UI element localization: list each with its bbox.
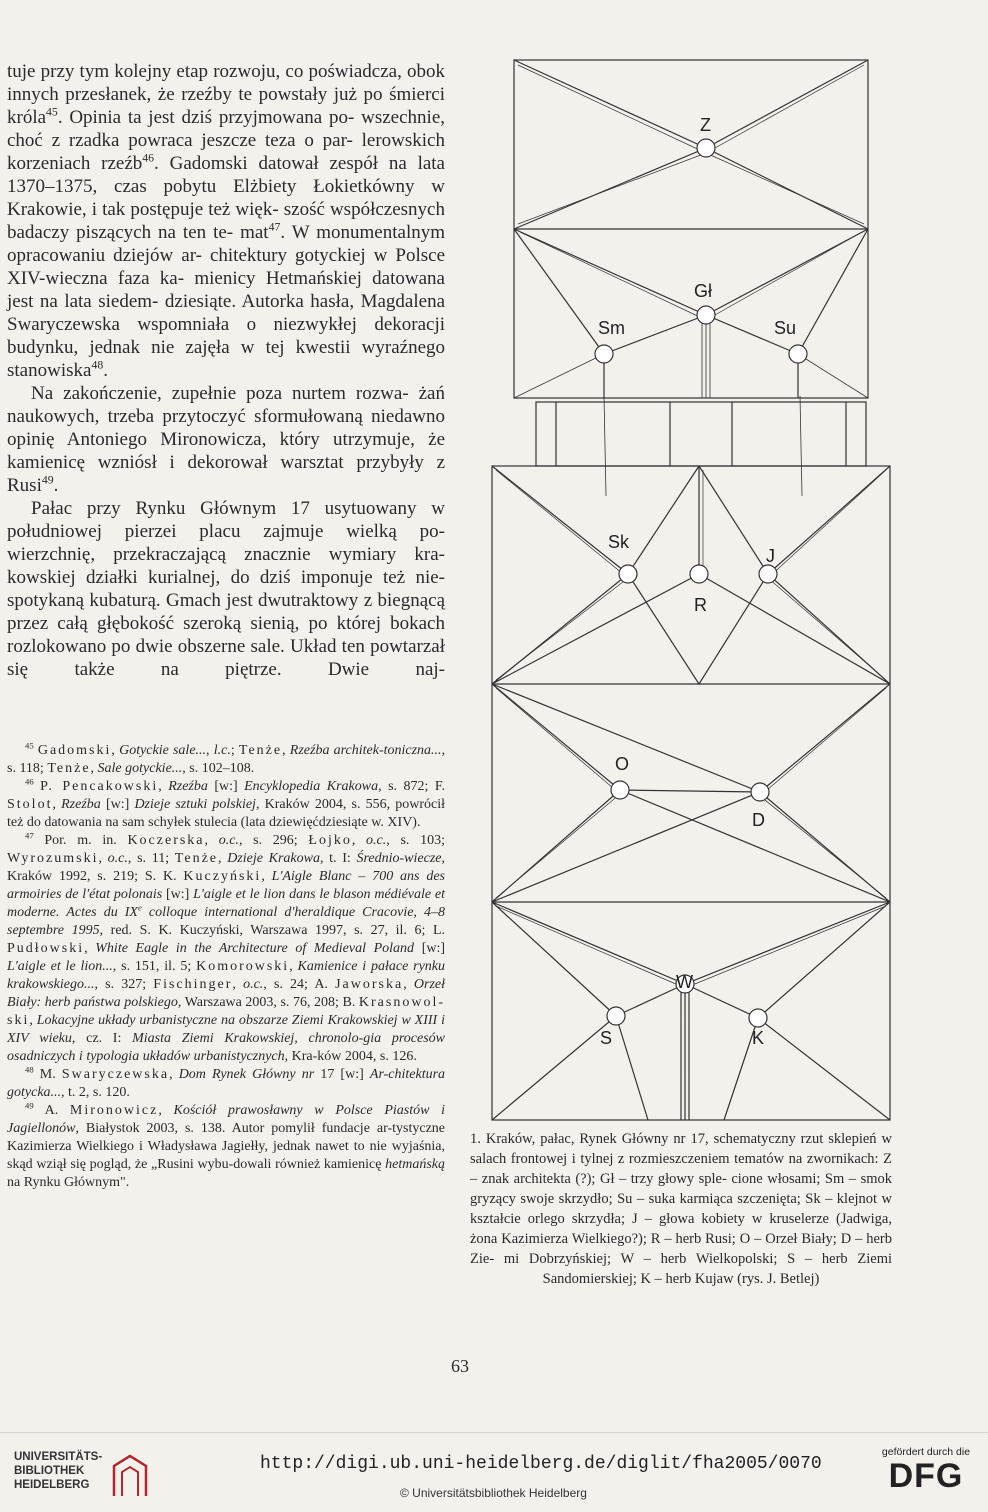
footnotes	[7, 742, 445, 1192]
paragraph-3: Pałac przy Rynku Głównym 17 usytuowany w południowej pierzei placu zajmuje wielką po- wierzchnię, przekraczającą znacznie wymiary kra- kowskiej działki kurialnej, do dziś imponuje też nie- spotykaną kubaturą. Gmach jest dwutraktowy z biegnącą przez całą głębokość szeroką sienią, po której bokach rozlokowano po dwie obszerne sale. Układ ten powtarzał się także na piętrze. Dwie naj-	[7, 498, 446, 680]
source-url-link[interactable]: http://digi.ub.uni-heidelberg.de/diglit/fha2005/0070	[260, 1454, 822, 1474]
label-r: R	[694, 595, 707, 615]
label-s: S	[600, 1028, 613, 1048]
keystone-gl	[697, 306, 715, 324]
keystone-s	[607, 1007, 625, 1025]
keystone-k	[749, 1009, 767, 1027]
label-z: Z	[700, 115, 711, 135]
dfg-logo[interactable]: gefördert durch die DFG	[881, 1446, 971, 1495]
label-gl: Gł	[694, 281, 712, 301]
keystone-r	[690, 565, 708, 583]
passage-center-pier	[670, 402, 732, 466]
library-logo[interactable]: UNIVERSITÄTS- BIBLIOTHEK HEIDELBERG	[14, 1450, 164, 1502]
footer-divider	[0, 1432, 988, 1433]
rear-hall-outline	[492, 466, 890, 1120]
keystone-sk	[619, 565, 637, 583]
footnote-ref-47: 47	[268, 220, 281, 234]
label-k: K	[752, 1028, 765, 1048]
footnote-ref-45: 45	[46, 105, 58, 119]
page-number: 63	[451, 1356, 469, 1376]
vault-plan-outline	[492, 60, 890, 1120]
footnote-ref-48: 48	[91, 358, 104, 372]
keystone-sm	[595, 345, 613, 363]
label-su: Su	[774, 318, 797, 338]
footnote-ref-49: 49	[41, 473, 54, 487]
keystone-su	[789, 345, 807, 363]
paragraph-2: Na zakończenie, zupełnie poza nurtem rozwa- żań naukowych, trzeba przytoczyć sformułowaną niedawno opinię Antoniego Mironowicza, który utrzymuje, że kamienicę wzniósł i dekorował warsztat przybyły z Rusi$^{49}$.	[7, 383, 446, 496]
label-o: O	[615, 754, 630, 774]
footer	[0, 1432, 988, 1512]
keystones	[595, 139, 807, 1027]
keystone-d	[751, 783, 769, 801]
library-mark-icon	[110, 1452, 150, 1500]
label-d: D	[752, 810, 765, 830]
keystone-z	[697, 139, 715, 157]
label-sk: Sk	[608, 532, 630, 552]
body-text	[7, 60, 445, 681]
copyright-notice: © Universitätsbibliothek Heidelberg	[400, 1486, 587, 1500]
passage-left-pier	[536, 402, 556, 466]
vault-plan-figure	[478, 56, 904, 1126]
footnote-45: $^{45}$ Gadomski, Gotyckie sale..., l.c.; Tenże, Rzeźba architek-toniczna..., s. 118; Tenże, Sale gotyckie..., s. 102–108.	[7, 740, 446, 776]
footnote-ref-46: 46	[142, 151, 155, 165]
label-w: W	[676, 972, 693, 992]
figure-caption: 1. Kraków, pałac, Rynek Główny nr 17, schematyczny rzut sklepień w salach frontowej i tylnej z rozmieszczeniem tematów na zwornikach: Z – znak architekta (?); Gł – trzy głowy sple- cione włosami; Sm – smok gryzący swoje skrzydło; Su – suka karmiąca szczenięta; Sk – klejnot w kształcie orlego skrzydła; J – głowa kobiety w kruselerze (Jadwiga, żona Kazimierza Wielkiego?); R – herb Rusi; O – Orzeł Biały; D – herb Zie- mi Dobrzyńskiej; W – herb Wielkopolski; S – herb Ziemi Sandomierskiej; K – herb Kujaw (rys. J. Betlej)	[470, 1131, 893, 1287]
label-j: J	[766, 546, 775, 566]
footnote-49: $^{49}$ A. Mironowicz, Kościół prawosławny w Polsce Piastów i Jagiellonów, Białystok 2003, s. 138. Autor pomylił fundacje ar-tystyczne Kazimierza Wielkiego i Władysława Jagiełły, jednak nawet to nie wyjaśnia, skąd wziął się pogląd, że „Rusini wybu-dowali również kamienicę hetmańską na Rynku Głównym".	[7, 1100, 445, 1190]
footnote-48: $^{48}$ M. Swaryczewska, Dom Rynek Główny nr 17 [w:] Ar-chitektura gotycka..., t. 2, s. 120.	[7, 1064, 446, 1100]
label-sm: Sm	[598, 318, 625, 338]
footnote-47: $^{47}$ Por. m. in. Koczerska, o.c., s. 296; Łojko, o.c., s. 103; Wyrozumski, o.c., s. 11; Tenże, Dzieje Krakowa, t. I: Średnio-wiecze, Kraków 1992, s. 219; S. K. Kuczyński, L'Aigle Blanc – 700 ans des armoiries de l'état polonais [w:] L'aigle et le lion dans le blason médiévale et moderne. Actes du IXe colloque international d'heraldique Cracovie, 4–8 septembre 1995, red. S. K. Kuczyński, Warszawa 1997, s. 27, il. 6; L. Pudłowski, White Eagle in the Architecture of Medieval Poland [w:] L'aigle et le lion..., s. 151, il. 5; Komorowski, Kamienice i pałace rynku krakowskiego..., s. 327; Fischinger, o.c., s. 24; A. Jaworska, Orzeł Biały: herb państwa polskiego, Warszawa 2003, s. 76, 208; B. Krasnowol-ski, Lokacyjne układy urbanistyczne na obszarze Ziemi Krakowskiej w XIII i XIV wieku, cz. I: Miasta Ziemi Krakowskiej, chronolo-gia procesów osadniczych i typologia układów urbanistycznych, Kra-ków 2004, s. 126.	[7, 830, 446, 1064]
passage-right-pier	[846, 402, 866, 466]
keystone-o	[611, 781, 629, 799]
paragraph-1: tuje przy tym kolejny etap rozwoju, co poświadcza, obok innych przesłanek, że rzeźby te powstały już po śmierci króla$^{45}$. Opinia ta jest dziś przyjmowana po- wszechnie, choć z rzadka powraca jeszcze teza o par- lerowskich korzeniach rzeźb$^{46}$. Gadomski datował zespół na lata 1370–1375, czas pobytu Elżbiety Łokietkówny w Krakowie, i tak postępuje też więk- szość współczesnych badaczy piszących na ten te- mat$^{47}$. W monumentalnym opracowaniu dziejów ar- chitektury gotyckiej w Polsce XIV-wieczna faza ka- mienicy Hetmańskiej datowana jest na lata siedem- dziesiąte. Autorka hasła, Magdalena Swaryczewska wspomniała o niezwykłej dekoracji budynku, jednak nie zajęła w tej kwestii wyraźnego stanowiska$^{48}$.	[7, 61, 446, 381]
footnote-46: $^{46}$ P. Pencakowski, Rzeźba [w:] Encyklopedia Krakowa, s. 872; F. Stolot, Rzeźba [w:] Dzieje sztuki polskiej, Kraków 2004, s. 556, powrócił też do datowania na sam schyłek stulecia (lata dziewięćdziesiąte w. XIV).	[7, 776, 446, 830]
keystone-j	[759, 565, 777, 583]
